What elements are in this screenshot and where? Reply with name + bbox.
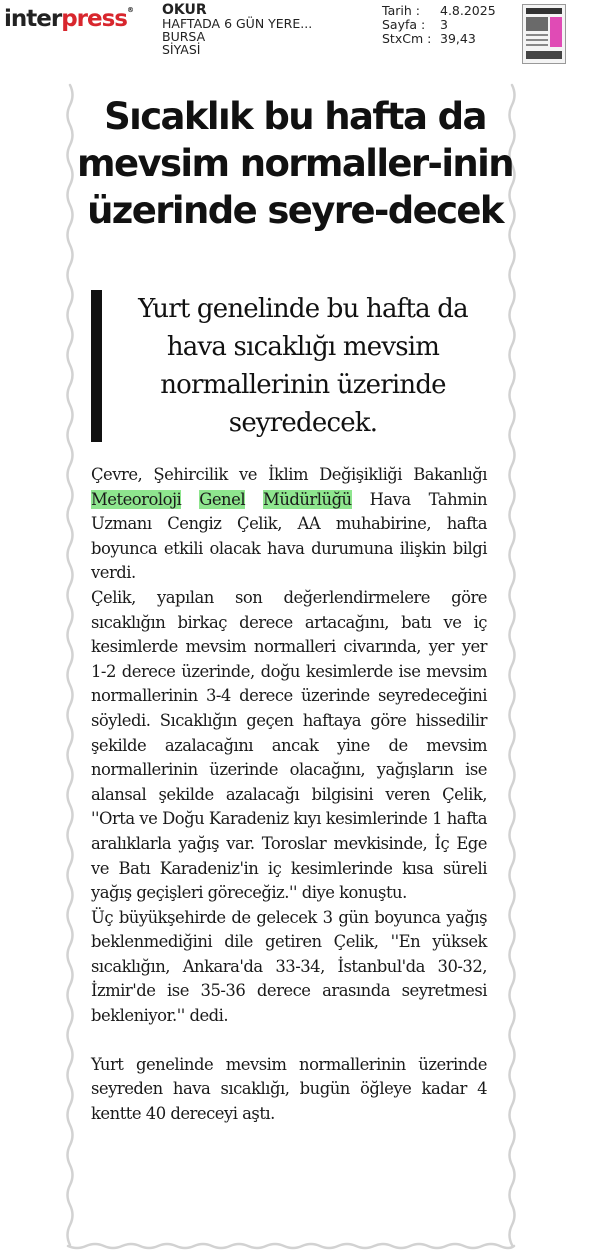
logo-registered-mark: ®	[127, 6, 133, 14]
city: BURSA	[162, 29, 206, 44]
lead-quote-bar	[91, 290, 102, 442]
logo-text-first: inter	[4, 6, 62, 32]
paragraph-3: Üç büyükşehirde de gelecek 3 gün boyunca yağış beklenmediğini dile getiren Çelik, ''En yüksek sıcaklığın, Ankara'da 33-34, İstanbul'da 30-32, İzmir'de ise 35-36 derece arasında seyretmesi bekleniyor.'' dedi.	[91, 907, 487, 1026]
page-label: Sayfa :	[382, 17, 426, 32]
date-value: 4.8.2025	[440, 3, 496, 18]
paragraph-1-start: Çevre, Şehircilik ve İklim Değişikliği Bakanlığı	[91, 465, 487, 484]
category: SİYASİ	[162, 42, 201, 57]
paragraph-1-end: Hava Tahmin Uzmanı Cengiz Çelik, AA muhabirine, hafta boyunca etkili olacak hava durumuna ilişkin bilgi verdi.	[91, 489, 487, 583]
highlight-meteoroloji: Meteoroloji	[91, 489, 182, 509]
section-title: HAFTADA 6 GÜN YERE...	[162, 16, 313, 31]
article-body	[91, 463, 487, 1126]
publication-name: OKUR	[162, 2, 207, 18]
paragraph-2: Çelik, yapılan son değerlendirmelere göre sıcaklığın birkaç derece artacağını, batı ve iç kesimlerde mevsim normalleri civarında, yer yer 1-2 derece üzerinde, doğu kesimlerde ise mevsim normallerinin 3-4 derece üzerinde seyredeceğini söyledi. Sıcaklığın geçen haftaya göre hissedilir şekilde azalacağını ancak yine de mevsim normallerinin üzerinde olacağını, yağışların ise alansal şekilde azalacağı bilgisini veren Çelik, ''Orta ve Doğu Karadeniz kıyı kesimlerinde 1 hafta aralıklarla yağış var. Toroslar mevkisinde, İç Ege ve Batı Karadeniz'in iç kesimlerinde kısa süreli yağış geçişleri göreceğiz.'' diye konuştu.	[91, 587, 487, 903]
paragraph-4: Yurt genelinde mevsim normallerinin üzerinde seyreden hava sıcaklığı, bugün öğleye kadar 4 kentte 40 dereceyi aştı.	[91, 1054, 487, 1123]
highlight-mudurlugu: Müdürlüğü	[263, 489, 352, 509]
stxcm-value: 39,43	[440, 31, 476, 46]
paragraph-1	[91, 463, 487, 586]
page-value: 3	[440, 17, 448, 32]
date-label: Tarih :	[382, 3, 420, 18]
article-lead: Yurt genelinde bu hafta da hava sıcaklığı mevsim normallerinin üzerinde seyredecek.	[138, 294, 468, 438]
stxcm-label: StxCm :	[382, 31, 432, 46]
highlight-genel: Genel	[199, 489, 246, 509]
logo-text-second: press	[61, 6, 127, 32]
article-headline: Sıcaklık bu hafta da mevsim normaller-inin üzerinde seyre-decek	[77, 95, 513, 232]
